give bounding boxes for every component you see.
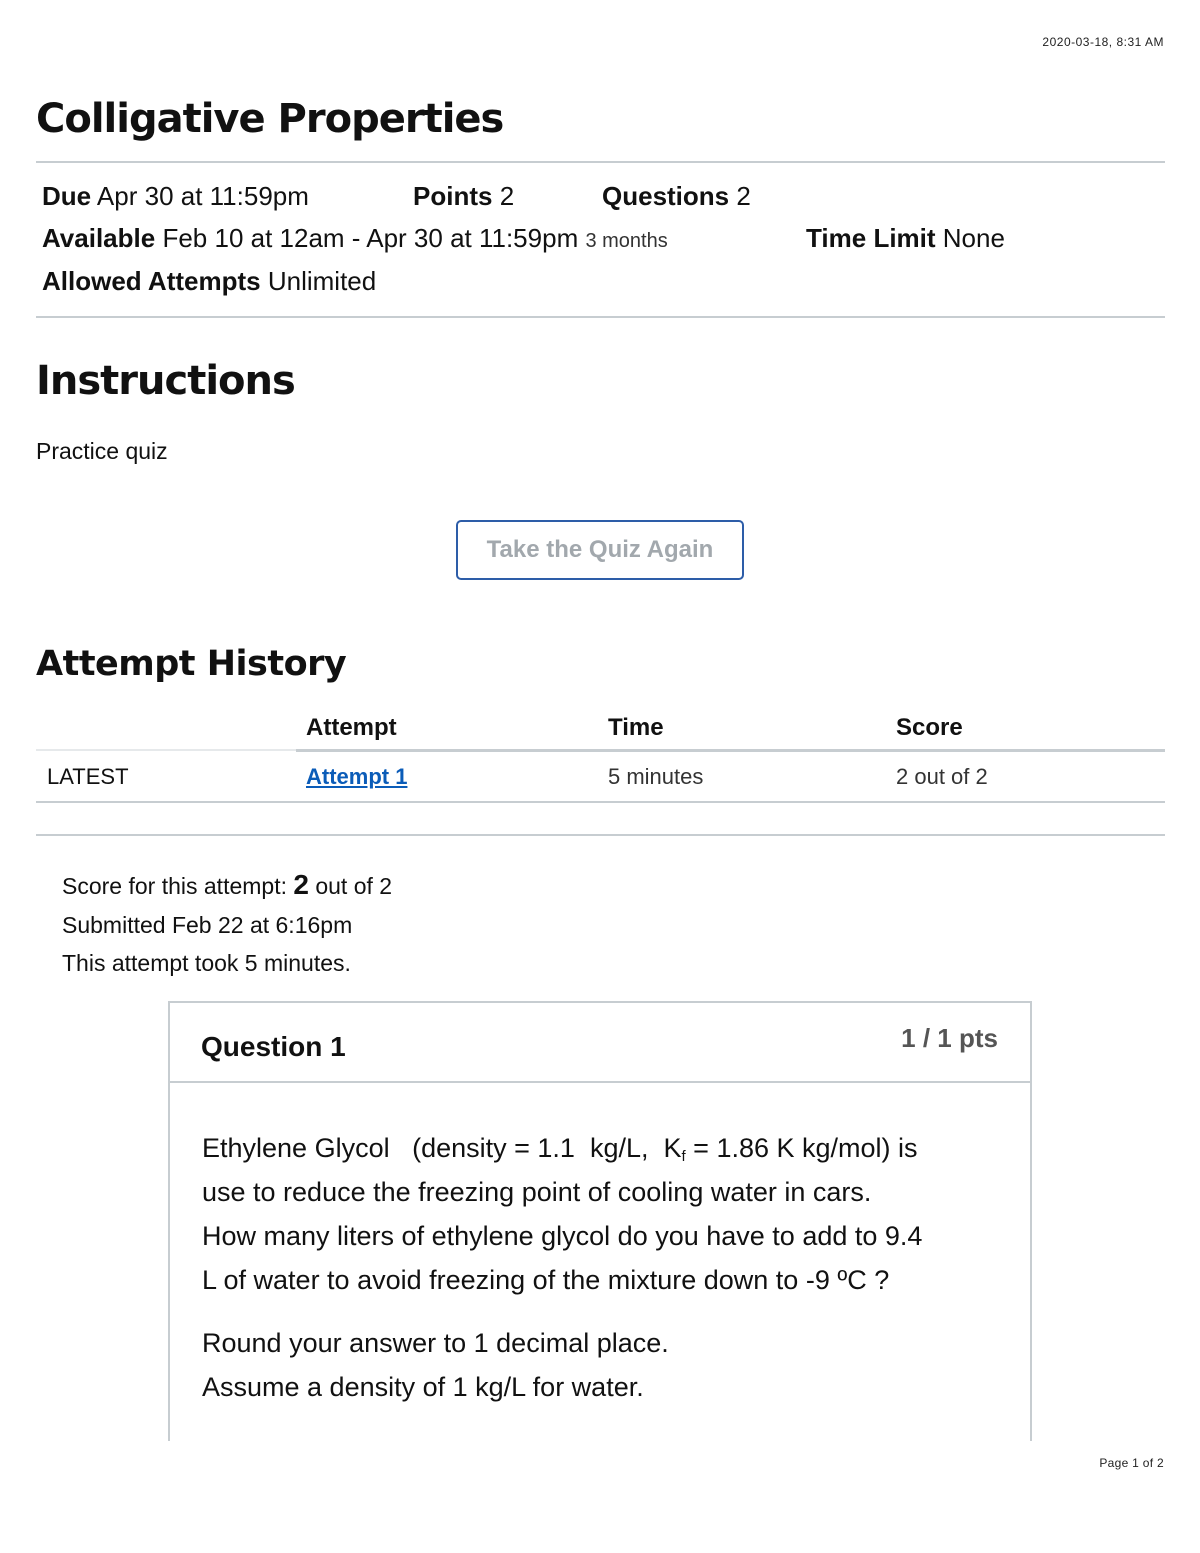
- attempt-score-summary: [62, 869, 392, 901]
- question-1-card: [168, 1001, 1032, 1441]
- points-label: Points: [413, 181, 493, 211]
- instructions-text: Practice quiz: [36, 438, 168, 464]
- column-header-score: Score: [896, 714, 963, 741]
- quiz-meta-due: [42, 181, 309, 212]
- table-row-divider: [36, 801, 1165, 803]
- quiz-meta-points: [413, 181, 514, 212]
- question-1-title: Question 1: [201, 1031, 346, 1062]
- question-1-points: 1 / 1 pts: [901, 1023, 998, 1053]
- table-header-divider-light: [36, 749, 296, 751]
- quiz-meta-questions: [602, 181, 751, 212]
- divider: [36, 161, 1165, 163]
- questions-value: 2: [736, 181, 751, 211]
- take-quiz-again-button[interactable]: Take the Quiz Again: [456, 520, 744, 580]
- column-header-time: Time: [608, 714, 664, 741]
- available-value: Feb 10 at 12am - Apr 30 at 11:59pm: [162, 223, 579, 253]
- print-timestamp: 2020-03-18, 8:31 AM: [1042, 35, 1164, 49]
- available-label: Available: [42, 223, 156, 253]
- question-text-line-1: Ethylene Glycol (density = 1.1 kg/L, $K_f = 1.86$ K kg/mol) is: [202, 1133, 918, 1165]
- points-value: 2: [499, 181, 515, 211]
- due-label: Due: [42, 181, 92, 211]
- divider: [36, 834, 1165, 836]
- question-text-line-2: use to reduce the freezing point of cooling water in cars.: [202, 1177, 872, 1207]
- divider: [36, 316, 1165, 318]
- available-duration: 3 months: [585, 230, 668, 252]
- attempt-score: 2 out of 2: [896, 764, 988, 789]
- due-value: Apr 30 at 11:59pm: [96, 181, 309, 211]
- allowed-attempts-label: Allowed Attempts: [42, 266, 261, 296]
- page-title: Colligative Properties: [36, 96, 504, 142]
- attempt-duration: This attempt took 5 minutes.: [62, 950, 351, 976]
- latest-tag: LATEST: [47, 764, 129, 789]
- question-1-header: [170, 1003, 1030, 1083]
- quiz-meta-available: [42, 223, 668, 254]
- question-text-line-3: How many liters of ethylene glycol do you have to add to 9.4: [202, 1221, 923, 1251]
- quiz-meta-time-limit: [806, 223, 1005, 254]
- questions-label: Questions: [602, 181, 730, 211]
- instructions-heading: Instructions: [36, 358, 295, 404]
- question-text-line-5: Round your answer to 1 decimal place.: [202, 1328, 669, 1358]
- attempt-time: 5 minutes: [608, 764, 704, 789]
- allowed-attempts-value: Unlimited: [267, 266, 377, 296]
- attempt-1-link[interactable]: Attempt 1: [306, 764, 408, 789]
- quiz-meta-allowed-attempts: [42, 266, 376, 297]
- question-text-line-6: Assume a density of 1 kg/L for water.: [202, 1372, 644, 1402]
- submitted-time: Submitted Feb 22 at 6:16pm: [62, 912, 353, 938]
- column-header-attempt: Attempt: [306, 714, 397, 741]
- score-total: out of 2: [315, 873, 393, 899]
- time-limit-label: Time Limit: [806, 223, 936, 253]
- score-value: 2: [293, 869, 309, 900]
- question-text-line-4: L of water to avoid freezing of the mixture down to -9 ºC ?: [202, 1265, 890, 1295]
- score-label: Score for this attempt:: [62, 873, 287, 899]
- page-number: Page 1 of 2: [1099, 1456, 1164, 1470]
- attempt-history-heading: Attempt History: [36, 644, 347, 684]
- table-header-divider: [296, 749, 1165, 752]
- time-limit-value: None: [942, 223, 1005, 253]
